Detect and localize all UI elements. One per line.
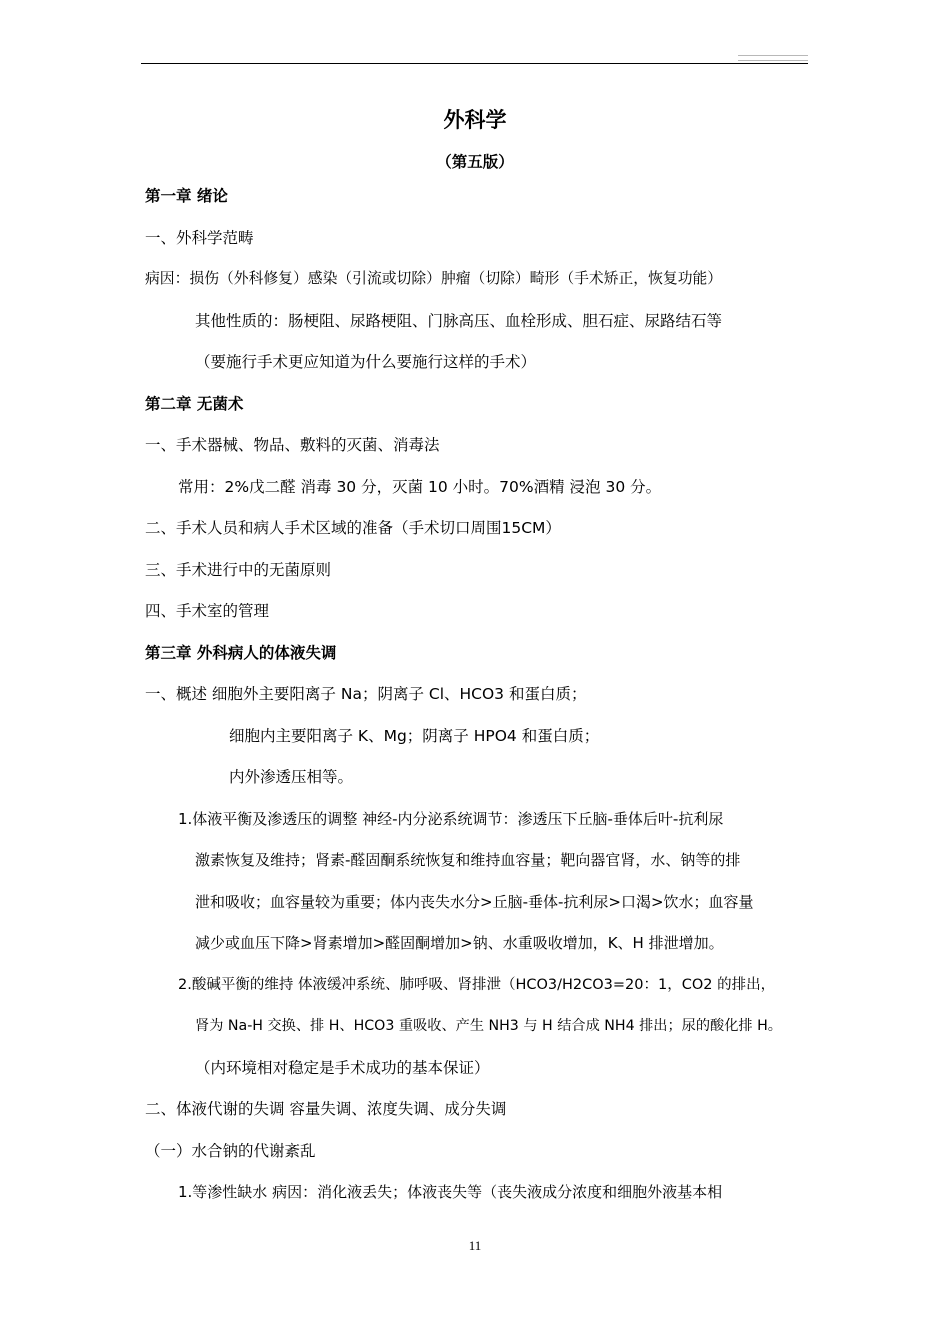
paragraph-line: 内外渗透压相等。 (229, 768, 354, 786)
paragraph-line: 减少或血压下降>肾素增加>醛固酮增加>钠、水重吸收增加，K、H 排泄增加。 (195, 934, 724, 952)
section-heading: 二、体液代谢的失调 容量失调、浓度失调、成分失调 (145, 1100, 507, 1118)
section-heading: 三、手术进行中的无菌原则 (145, 561, 332, 579)
paragraph-line: （内环境相对稳定是手术成功的基本保证） (195, 1059, 490, 1077)
paragraph-line: 1.等渗性缺水 病因：消化液丢失；体液丧失等（丧失液成分浓度和细胞外液基本相 (178, 1183, 723, 1201)
document-edition: （第五版） (436, 153, 514, 171)
paragraph-line: 1.体液平衡及渗透压的调整 神经-内分泌系统调节：渗透压下丘脑-垂体后叶-抗利尿 (178, 810, 724, 828)
paragraph-line: 常用：2%戊二醛 消毒 30 分，灭菌 10 小时。70%酒精 浸泡 30 分。 (178, 478, 662, 496)
chapter-2-heading: 第二章 无菌术 (145, 395, 244, 413)
header-decoration (738, 55, 808, 61)
chapter-3-heading: 第三章 外科病人的体液失调 (145, 644, 337, 662)
section-heading: 二、手术人员和病人手术区域的准备（手术切口周围15CM） (145, 519, 561, 537)
page-number: 11 (468, 1238, 482, 1253)
paragraph-line: 泄和吸收；血容量较为重要；体内丧失水分>丘脑-垂体-抗利尿>口渴>饮水；血容量 (195, 893, 754, 911)
paragraph-line: 激素恢复及维持；肾素-醛固酮系统恢复和维持血容量；靶向器官肾，水、钠等的排 (195, 851, 741, 869)
section-heading: 一、概述 细胞外主要阳离子 Na；阴离子 Cl、HCO3 和蛋白质； (145, 685, 587, 703)
section-heading: 一、手术器械、物品、敷料的灭菌、消毒法 (145, 436, 440, 454)
document-title: 外科学 (443, 108, 507, 132)
header-rule (141, 63, 808, 64)
paragraph-line: 细胞内主要阳离子 K、Mg；阴离子 HPO4 和蛋白质； (229, 727, 600, 745)
paragraph-line: 其他性质的：肠梗阻、尿路梗阻、门脉高压、血栓形成、胆石症、尿路结石等 (195, 312, 723, 330)
subsection-heading: （一）水合钠的代谢紊乱 (145, 1142, 316, 1160)
section-heading: 四、手术室的管理 (145, 602, 270, 620)
section-heading: 一、外科学范畴 (145, 229, 254, 247)
paragraph-line: （要施行手术更应知道为什么要施行这样的手术） (195, 353, 537, 371)
paragraph-line: 2.酸碱平衡的维持 体液缓冲系统、肺呼吸、肾排泄（HCO3/H2CO3=20：1，CO2 的排出， (178, 977, 776, 993)
chapter-1-heading: 第一章 绪论 (145, 187, 228, 205)
paragraph-line: 肾为 Na-H 交换、排 H、HCO3 重吸收、产生 NH3 与 H 结合成 NH4 排出；尿的酸化排 H。 (195, 1018, 782, 1034)
paragraph-line: 病因：损伤（外科修复）感染（引流或切除）肿瘤（切除）畸形（手术矫正，恢复功能） (145, 270, 723, 287)
